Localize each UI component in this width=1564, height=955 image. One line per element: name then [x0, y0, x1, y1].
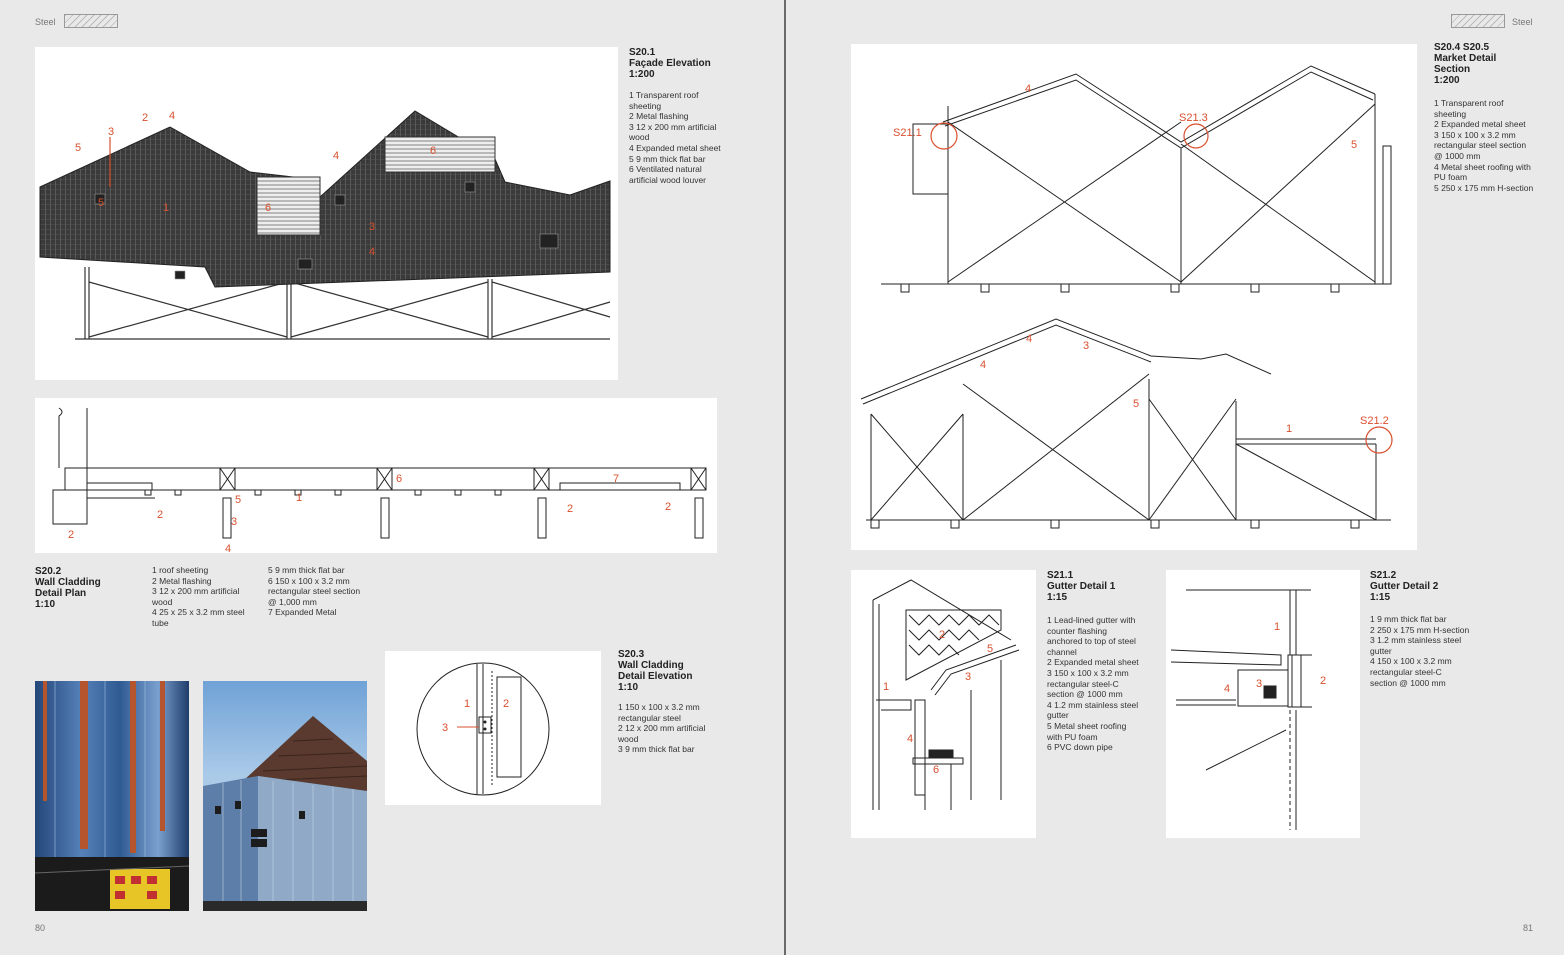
hatch-swatch — [1451, 14, 1505, 28]
running-head-right: Steel — [1512, 17, 1533, 27]
svg-text:4: 4 — [1025, 83, 1032, 95]
svg-text:2: 2 — [567, 503, 574, 515]
caption-s204: S20.4 S20.5 Market Detail Section 1:200 — [1434, 42, 1497, 86]
legend-s203: 1 150 x 100 x 3.2 mm rectangular steel 2 12 x 200 mm artificial wood 3 9 mm thick flat bar — [618, 702, 706, 755]
svg-text:6: 6 — [396, 473, 403, 485]
svg-text:4: 4 — [1026, 333, 1033, 345]
caption-s201: S20.1 Façade Elevation 1:200 — [629, 47, 711, 80]
caption-s212: S21.2 Gutter Detail 2 1:15 — [1370, 570, 1439, 603]
legend-s211: 1 Lead-lined gutter with counter flashing anchored to top of steel channel 2 Expanded metal sheet 3 150 x 100 x 3.2 mm rectangular steel-C section @ 1000 mm 4 1.2 mm stainless steel gutter 5 Metal sheet roofing with PU foam 6 PVC down pipe — [1047, 615, 1139, 753]
page-number-left: 80 — [35, 923, 46, 933]
callout-s212: S21.2 — [1360, 415, 1389, 427]
wall-cladding-elevation-drawing — [385, 651, 601, 805]
svg-text:3: 3 — [442, 722, 449, 734]
facade-elevation-drawing — [35, 47, 618, 380]
svg-text:3: 3 — [108, 126, 115, 138]
svg-text:1: 1 — [1286, 423, 1293, 435]
svg-text:2: 2 — [142, 112, 149, 124]
svg-text:4: 4 — [169, 110, 176, 122]
svg-text:5: 5 — [987, 643, 994, 655]
svg-text:5: 5 — [1133, 398, 1140, 410]
svg-text:3: 3 — [1083, 340, 1090, 352]
svg-text:4: 4 — [333, 150, 340, 162]
svg-text:4: 4 — [980, 359, 987, 371]
callout-s211: S21.1 — [893, 127, 922, 139]
svg-text:2: 2 — [939, 629, 946, 641]
svg-text:5: 5 — [98, 197, 105, 209]
legend-s204: 1 Transparent roof sheeting 2 Expanded metal sheet 3 150 x 100 x 3.2 mm rectangular steel section @ 1000 mm 4 Metal sheet roofing with PU foam 5 250 x 175 mm H-section — [1434, 98, 1534, 193]
legend-s212: 1 9 mm thick flat bar 2 250 x 175 mm H-section 3 1.2 mm stainless steel gutter 4 150 x 100 x 3.2 mm rectangular steel-C section @ 1000 mm — [1370, 614, 1470, 688]
svg-text:4: 4 — [1224, 683, 1231, 695]
svg-text:2: 2 — [1320, 675, 1327, 687]
svg-text:4: 4 — [369, 246, 376, 258]
svg-text:5: 5 — [235, 494, 242, 506]
svg-text:2: 2 — [68, 529, 75, 541]
svg-text:3: 3 — [369, 221, 376, 233]
callout-s213: S21.3 — [1179, 112, 1208, 124]
svg-text:4: 4 — [225, 543, 232, 553]
svg-text:6: 6 — [265, 202, 272, 214]
legend-s202-b: 5 9 mm thick flat bar 6 150 x 100 x 3.2 mm rectangular steel section @ 1,000 mm 7 Expanded Metal — [268, 565, 361, 618]
caption-s211: S21.1 Gutter Detail 1 1:15 — [1047, 570, 1116, 603]
page-number-right: 81 — [1523, 923, 1534, 933]
hatch-swatch — [64, 14, 118, 28]
svg-text:6: 6 — [430, 145, 437, 157]
svg-text:7: 7 — [613, 473, 620, 485]
caption-s202: S20.2 Wall Cladding Detail Plan 1:10 — [35, 566, 101, 610]
svg-text:4: 4 — [907, 733, 914, 745]
gutter-detail-2-drawing — [1166, 570, 1360, 838]
legend-s202-a: 1 roof sheeting 2 Metal flashing 3 12 x 200 mm artificial wood 4 25 x 25 x 3.2 mm steel tube — [152, 565, 245, 628]
svg-text:2: 2 — [157, 509, 164, 521]
wall-cladding-plan-drawing — [35, 398, 717, 553]
market-building-photo — [203, 681, 367, 911]
running-head-left: Steel — [35, 17, 56, 27]
caption-s203: S20.3 Wall Cladding Detail Elevation 1:10 — [618, 649, 693, 693]
svg-text:3: 3 — [1256, 678, 1263, 690]
svg-text:3: 3 — [231, 516, 238, 528]
svg-text:1: 1 — [296, 492, 303, 504]
svg-text:1: 1 — [163, 202, 170, 214]
svg-text:2: 2 — [503, 698, 510, 710]
svg-text:1: 1 — [464, 698, 471, 710]
svg-text:6: 6 — [933, 764, 940, 776]
svg-text:1: 1 — [883, 681, 890, 693]
gutter-detail-1-drawing — [851, 570, 1036, 838]
right-page — [786, 0, 1564, 955]
market-detail-section-drawing — [851, 44, 1417, 550]
svg-text:5: 5 — [1351, 139, 1358, 151]
svg-text:1: 1 — [1274, 621, 1281, 633]
svg-text:3: 3 — [965, 671, 972, 683]
svg-text:2: 2 — [665, 501, 672, 513]
legend-s201: 1 Transparent roof sheeting 2 Metal flashing 3 12 x 200 mm artificial wood 4 Expanded metal sheet 5 9 mm thick flat bar 6 Ventilated natural artificial wood louver — [629, 90, 721, 185]
cladding-closeup-photo — [35, 681, 189, 911]
svg-text:5: 5 — [75, 142, 82, 154]
